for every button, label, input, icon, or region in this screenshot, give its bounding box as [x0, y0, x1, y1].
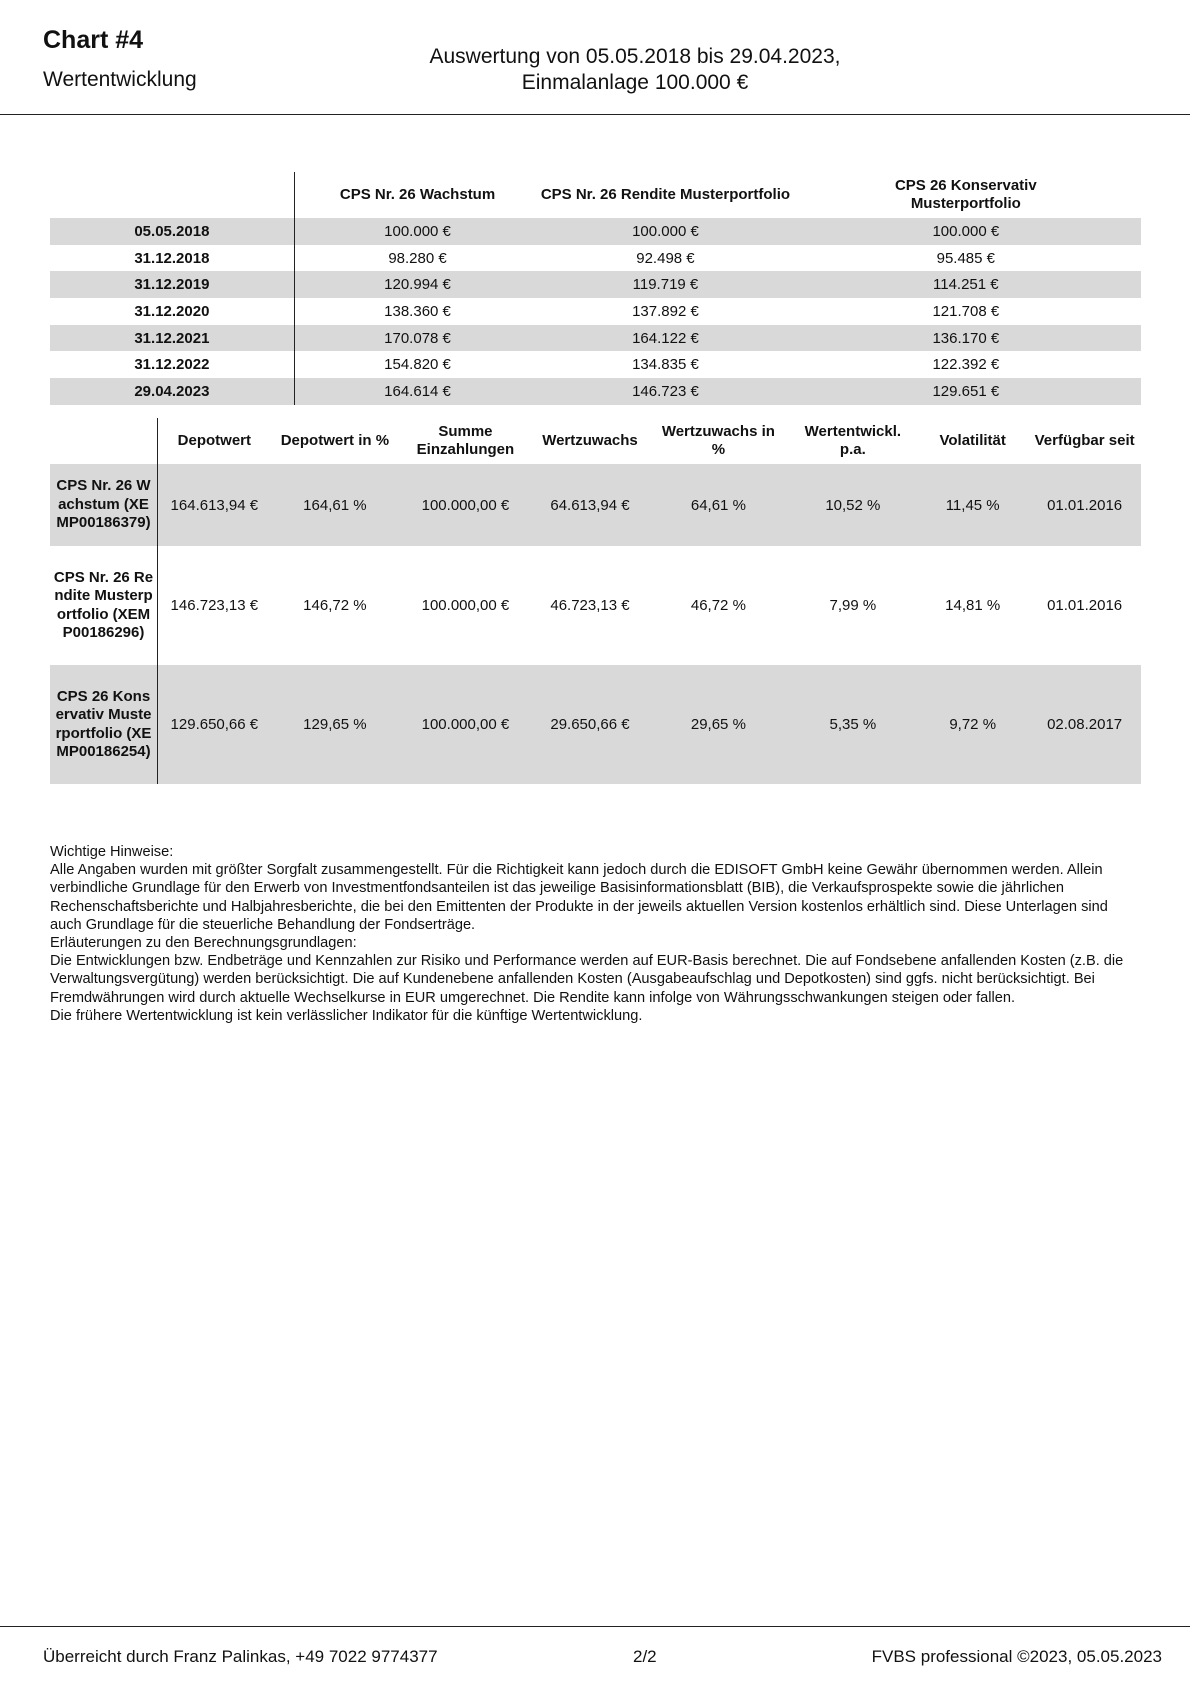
cell-value: 100.000,00 € [399, 665, 532, 784]
cell-value: 146,72 % [303, 597, 367, 614]
notes-heading: Erläuterungen zu den Berechnungsgrundlagen: [50, 935, 357, 952]
cell-value: 164.613,94 € [158, 464, 271, 546]
row-fund-name: CPS 26 Konservativ Musterportfolio (XEMP00186254) [50, 665, 158, 784]
cell-value: 129,65 % [271, 665, 399, 784]
column-header-einzahlungen: Summe Einzahlungen [416, 423, 515, 458]
column-header-rendite: CPS Nr. 26 Rendite Musterportfolio [540, 186, 791, 203]
cell-value: 95.485 € [936, 249, 995, 267]
cell-value: 92.498 € [636, 249, 695, 267]
column-header-volatilitaet: Volatilität [939, 432, 1006, 449]
column-header-depotwert-pct: Depotwert in % [280, 432, 390, 449]
cell-value: 01.01.2016 [1047, 597, 1123, 614]
page-footer [0, 1626, 1190, 1684]
cell-value: 164.614 € [294, 378, 540, 405]
key-figures-table [50, 418, 1141, 784]
cell-value: 129.651 € [791, 378, 1141, 405]
cell-value: 138.360 € [384, 302, 451, 320]
cell-value: 164,61 % [271, 464, 399, 546]
cell-value: 154.820 € [384, 356, 451, 374]
row-fund-name: CPS Nr. 26 Wachstum (XEMP00186379) [50, 464, 158, 546]
cell-value: 137.892 € [632, 302, 699, 320]
footer-presenter: Überreicht durch Franz Palinkas, +49 7022 9774377 [43, 1647, 438, 1666]
table-row [50, 325, 1141, 352]
column-header-wertzuwachs: Wertzuwachs [542, 432, 638, 449]
cell-value: 170.078 € [294, 325, 540, 352]
cell-value: 121.708 € [932, 302, 1000, 320]
column-header-wachstum: CPS Nr. 26 Wachstum [339, 186, 496, 203]
notes-paragraph: Die Entwicklungen bzw. Endbeträge und Kennzahlen zur Risiko und Performance werden auf EUR-Basis berechnet. Die auf Fondsebene anfallenden Kosten (z.B. die Verwaltungsvergütung) werden berücksichtigt. Die auf Kundenebene anfallenden Kosten (Ausgabeaufschlag und Depotkosten) sind ggfs. nicht berücksichtigt. Bei Fremdwährungen wird durch aktuelle Wechselkurse in EUR umgerechnet. Die Rendite kann infolge von Währungsschwankungen steigen oder fallen. [50, 953, 1124, 1006]
report-title [385, 44, 885, 96]
row-date: 05.05.2018 [50, 218, 294, 245]
column-header-fund [50, 418, 158, 464]
row-date: 29.04.2023 [50, 378, 294, 405]
cell-value: 146.723 € [540, 378, 790, 405]
row-fund-name: CPS Nr. 26 Rendite Musterportfolio (XEMP00186296) [50, 546, 158, 665]
cell-value: 64,61 % [648, 464, 788, 546]
row-date: 31.12.2022 [50, 351, 294, 378]
cell-value: 46,72 % [690, 597, 746, 614]
notes-heading: Wichtige Hinweise: [50, 844, 174, 860]
row-date: 31.12.2020 [50, 298, 294, 325]
cell-value: 02.08.2017 [1028, 665, 1141, 784]
cell-value: 98.280 € [388, 249, 447, 267]
table-header-row [50, 172, 1141, 218]
cell-value: 7,99 % [829, 597, 877, 614]
chart-number: Chart #4 [43, 26, 144, 54]
cell-value: 100.000 € [540, 218, 790, 245]
column-header-verfuegbar-seit: Verfügbar seit [1034, 432, 1135, 449]
notes-paragraph: Die frühere Wertentwicklung ist kein verlässlicher Indikator für die künftige Wertentwicklung. [50, 1007, 643, 1024]
cell-value: 64.613,94 € [532, 464, 648, 546]
cell-value: 100.000,00 € [399, 464, 532, 546]
table-header-row [50, 418, 1141, 464]
cell-value: 119.719 € [540, 271, 790, 298]
cell-value: 29.650,66 € [532, 665, 648, 784]
notes-paragraph: Alle Angaben wurden mit größter Sorgfalt zusammengestellt. Für die Richtigkeit kann jedoch durch die EDISOFT GmbH keine Gewähr übernommen werden. Allein verbindliche Grundlage für den Erwerb von Investmentfondsanteilen ist das jeweilige Basisinformationsblatt (BIB), die Verkaufsprospekte sowie die jährlichen Rechenschaftsberichte und Halbjahresberichte, die bei den Emittenten der Produkte in der jeweils aktuellen Version kostenlos erhältlich sind. Diese Unterlagen sind auch Grundlage für die steuerliche Behandlung der Fondserträge. [50, 862, 1108, 933]
cell-value: 136.170 € [791, 325, 1141, 352]
cell-value: 100.000 € [791, 218, 1141, 245]
table-row [50, 218, 1141, 245]
table-row [50, 464, 1141, 546]
cell-value: 100.000 € [294, 218, 540, 245]
column-header-wertzuwachs-pct: Wertzuwachs in % [661, 423, 775, 458]
cell-value: 120.994 € [294, 271, 540, 298]
cell-value: 5,35 % [789, 665, 918, 784]
column-header-date [50, 172, 294, 218]
cell-value: 146.723,13 € [170, 597, 259, 614]
cell-value: 164.122 € [540, 325, 790, 352]
report-title-line1: Auswertung von 05.05.2018 bis 29.04.2023, [429, 45, 841, 68]
table-row [50, 271, 1141, 298]
cell-value: 100.000,00 € [421, 597, 510, 614]
footer-page-number: 2/2 [633, 1647, 657, 1666]
cell-value: 46.723,13 € [550, 597, 630, 614]
cell-value: 29,65 % [648, 665, 788, 784]
table-row [50, 546, 1141, 665]
disclaimer-notes [50, 843, 1140, 1025]
row-date: 31.12.2019 [50, 271, 294, 298]
cell-value: 134.835 € [632, 356, 699, 374]
table-row [50, 245, 1141, 272]
chart-subtitle: Wertentwicklung [43, 68, 197, 91]
footer-copyright: FVBS professional ©2023, 05.05.2023 [871, 1647, 1162, 1666]
cell-value: 01.01.2016 [1028, 464, 1141, 546]
cell-value: 14,81 % [945, 597, 1001, 614]
table-row [50, 351, 1141, 378]
column-header-wertentwicklung-pa: Wertentwickl. p.a. [804, 423, 902, 458]
report-title-line2: Einmalanlage 100.000 € [521, 71, 749, 94]
table-row [50, 665, 1141, 784]
cell-value: 9,72 % [917, 665, 1028, 784]
row-date: 31.12.2018 [50, 245, 294, 272]
cell-value: 11,45 % [917, 464, 1028, 546]
column-header-depotwert: Depotwert [177, 432, 252, 449]
table-row [50, 378, 1141, 405]
cell-value: 10,52 % [789, 464, 918, 546]
cell-value: 129.650,66 € [158, 665, 271, 784]
row-date: 31.12.2021 [50, 325, 294, 352]
column-header-konservativ: CPS 26 Konservativ Musterportfolio [894, 177, 1037, 212]
page-header [0, 0, 1190, 115]
value-development-table [50, 172, 1141, 405]
cell-value: 122.392 € [932, 356, 1000, 374]
table-row [50, 298, 1141, 325]
cell-value: 114.251 € [791, 271, 1141, 298]
